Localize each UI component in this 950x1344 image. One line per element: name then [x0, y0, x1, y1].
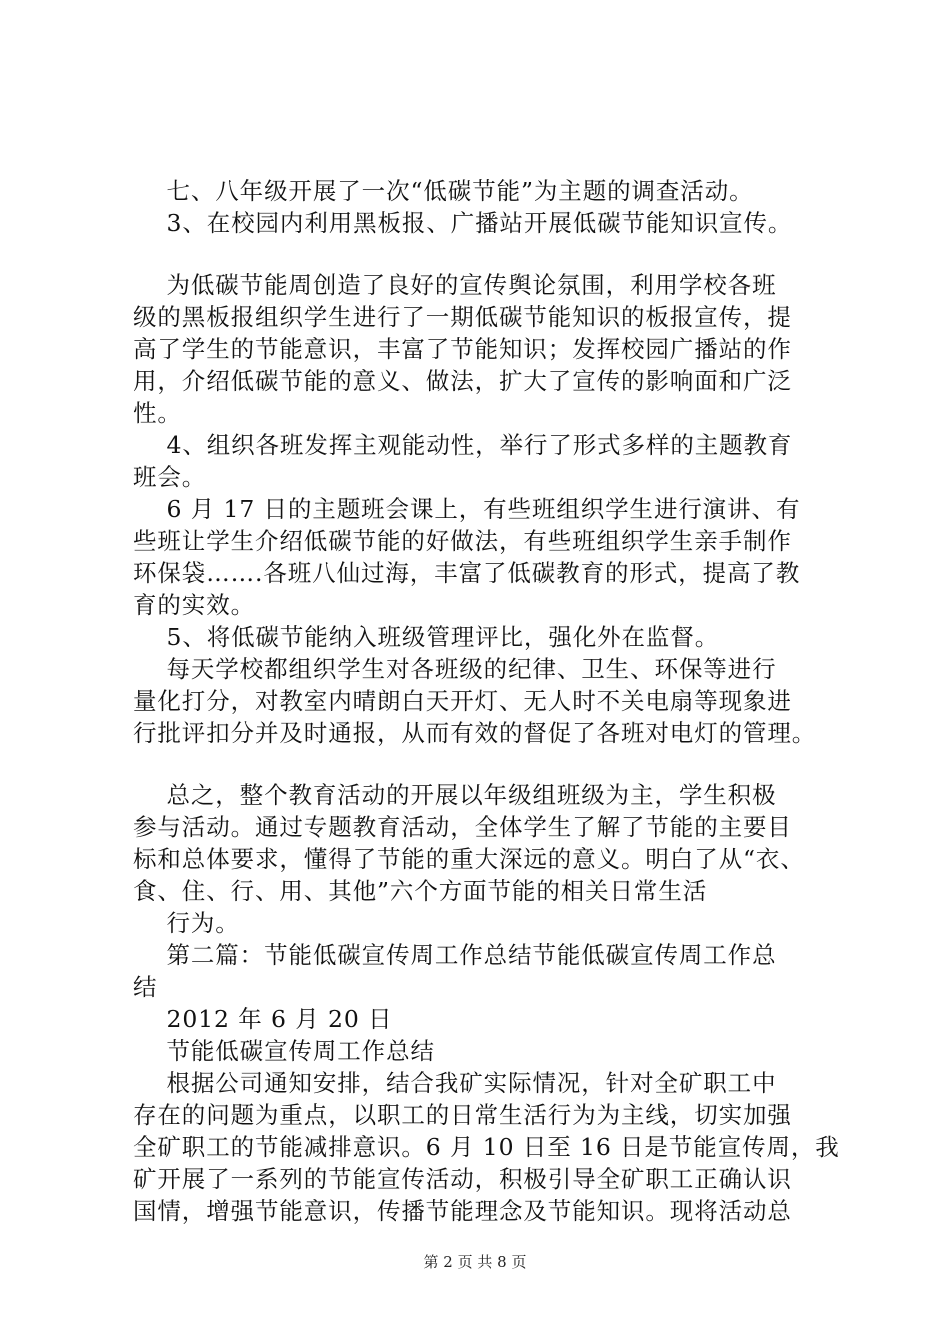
text-line: 矿开展了一系列的节能宣传活动，积极引导全矿职工正确认识 [133, 1165, 792, 1193]
page-number-footer: 第 2 页 共 8 页 [423, 1253, 527, 1271]
text-line: 食、住、行、用、其他”六个方面节能的相关日常生活 [133, 877, 708, 905]
text-line: 行为。 [133, 909, 240, 937]
text-line: 每天学校都组织学生对各班级的纪律、卫生、环保等进行 [133, 655, 777, 683]
text-line: 标和总体要求，懂得了节能的重大深远的意义。明白了从“衣、 [133, 845, 805, 873]
text-line: 4、组织各班发挥主观能动性，举行了形式多样的主题教育 [133, 431, 793, 459]
text-line: 性。 [133, 399, 182, 427]
text-line: 班会。 [133, 463, 207, 491]
text-line: 行批评扣分并及时通报，从而有效的督促了各班对电灯的管理。 [133, 719, 817, 747]
section-heading: 结 [133, 973, 158, 1001]
subtitle-line: 节能低碳宣传周工作总结 [133, 1037, 435, 1065]
section-heading: 第二篇：节能低碳宣传周工作总结节能低碳宣传周工作总 [133, 941, 777, 969]
text-line: 存在的问题为重点，以职工的日常生活行为为主线，切实加强 [133, 1101, 792, 1129]
text-line: 育的实效。 [133, 591, 255, 619]
text-line: 参与活动。通过专题教育活动，全体学生了解了节能的主要目 [133, 813, 792, 841]
text-line: 用，介绍低碳节能的意义、做法，扩大了宣传的影响面和广泛 [133, 367, 792, 395]
text-line: 全矿职工的节能减排意识。6 月 10 日至 16 日是节能宣传周，我 [133, 1133, 840, 1161]
text-line: 5、将低碳节能纳入班级管理评比，强化外在监督。 [133, 623, 720, 651]
text-line: 级的黑板报组织学生进行了一期低碳节能知识的板报宣传，提 [133, 303, 792, 331]
text-line: 根据公司通知安排，结合我矿实际情况，针对全矿职工中 [133, 1069, 777, 1097]
text-line: 为低碳节能周创造了良好的宣传舆论氛围，利用学校各班 [133, 271, 777, 299]
text-line: 量化打分，对教室内晴朗白天开灯、无人时不关电扇等现象进 [133, 687, 792, 715]
text-line: 总之，整个教育活动的开展以年级组班级为主，学生积极 [133, 781, 777, 809]
text-line: 高了学生的节能意识，丰富了节能知识；发挥校园广播站的作 [133, 335, 792, 363]
text-line: 些班让学生介绍低碳节能的好做法，有些班组织学生亲手制作 [133, 527, 792, 555]
text-line: 6 月 17 日的主题班会课上，有些班组织学生进行演讲、有 [133, 495, 801, 523]
date-line: 2012 年 6 月 20 日 [133, 1005, 393, 1033]
text-line: 环保袋…….各班八仙过海，丰富了低碳教育的形式，提高了教 [133, 559, 801, 587]
text-line: 七、八年级开展了一次“低碳节能”为主题的调查活动。 [133, 177, 754, 205]
text-line: 3、在校园内利用黑板报、广播站开展低碳节能知识宣传。 [133, 209, 793, 237]
text-line: 国情，增强节能意识，传播节能理念及节能知识。现将活动总 [133, 1197, 792, 1225]
